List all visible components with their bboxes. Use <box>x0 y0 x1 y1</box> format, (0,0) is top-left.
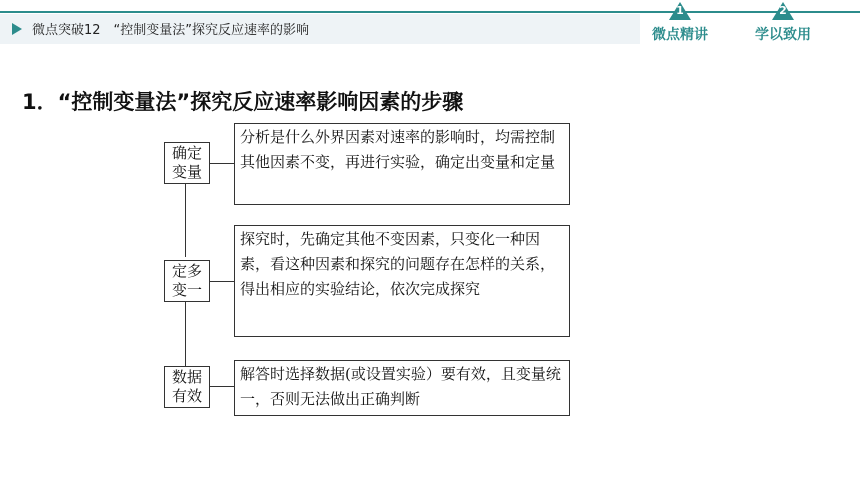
tab-label: 微点精讲 <box>652 27 708 43</box>
play-icon <box>12 23 22 35</box>
step-description: 探究时，先确定其他不变因素，只变化一种因素，看这种因素和探究的问题存在怎样的关系，得出相应的实验结论，依次完成探究 <box>240 230 556 298</box>
step-description-box <box>234 123 570 205</box>
top-divider <box>0 11 860 13</box>
step-label-box <box>164 142 210 184</box>
step-label-line: 定多 <box>171 262 202 280</box>
connector-line <box>185 184 186 257</box>
step-description: 解答时选择数据(或设置实验）要有效，且变量统一，否则无法做出正确判断 <box>240 365 561 408</box>
section-heading: 1．“控制变量法”探究反应速率影响因素的步骤 <box>22 90 464 114</box>
tab-weidian-jingjiang[interactable] <box>643 0 717 46</box>
step-label-line: 变量 <box>171 163 202 181</box>
tab-label: 学以致用 <box>755 27 811 43</box>
step-label-box <box>164 260 210 302</box>
step-label-line: 数据 <box>171 368 202 386</box>
tab-number: 1 <box>676 4 684 17</box>
top-bar <box>0 0 860 46</box>
step-description-box <box>234 360 570 416</box>
step-label-box <box>164 366 210 408</box>
connector-line <box>209 281 234 282</box>
step-description-box <box>234 225 570 337</box>
connector-line <box>209 163 234 164</box>
step-label-line: 变一 <box>171 281 202 299</box>
step-description: 分析是什么外界因素对速率的影响时，均需控制其他因素不变，再进行实验，确定出变量和定量 <box>240 128 556 171</box>
connector-line <box>209 386 234 387</box>
step-label-line: 确定 <box>171 144 202 162</box>
tab-xueyi-zhiyong[interactable] <box>746 0 820 46</box>
connector-line <box>185 302 186 366</box>
page-title: 微点突破12 “控制变量法”探究反应速率的影响 <box>32 23 310 38</box>
tab-number: 2 <box>779 4 787 17</box>
step-label-line: 有效 <box>171 387 202 405</box>
